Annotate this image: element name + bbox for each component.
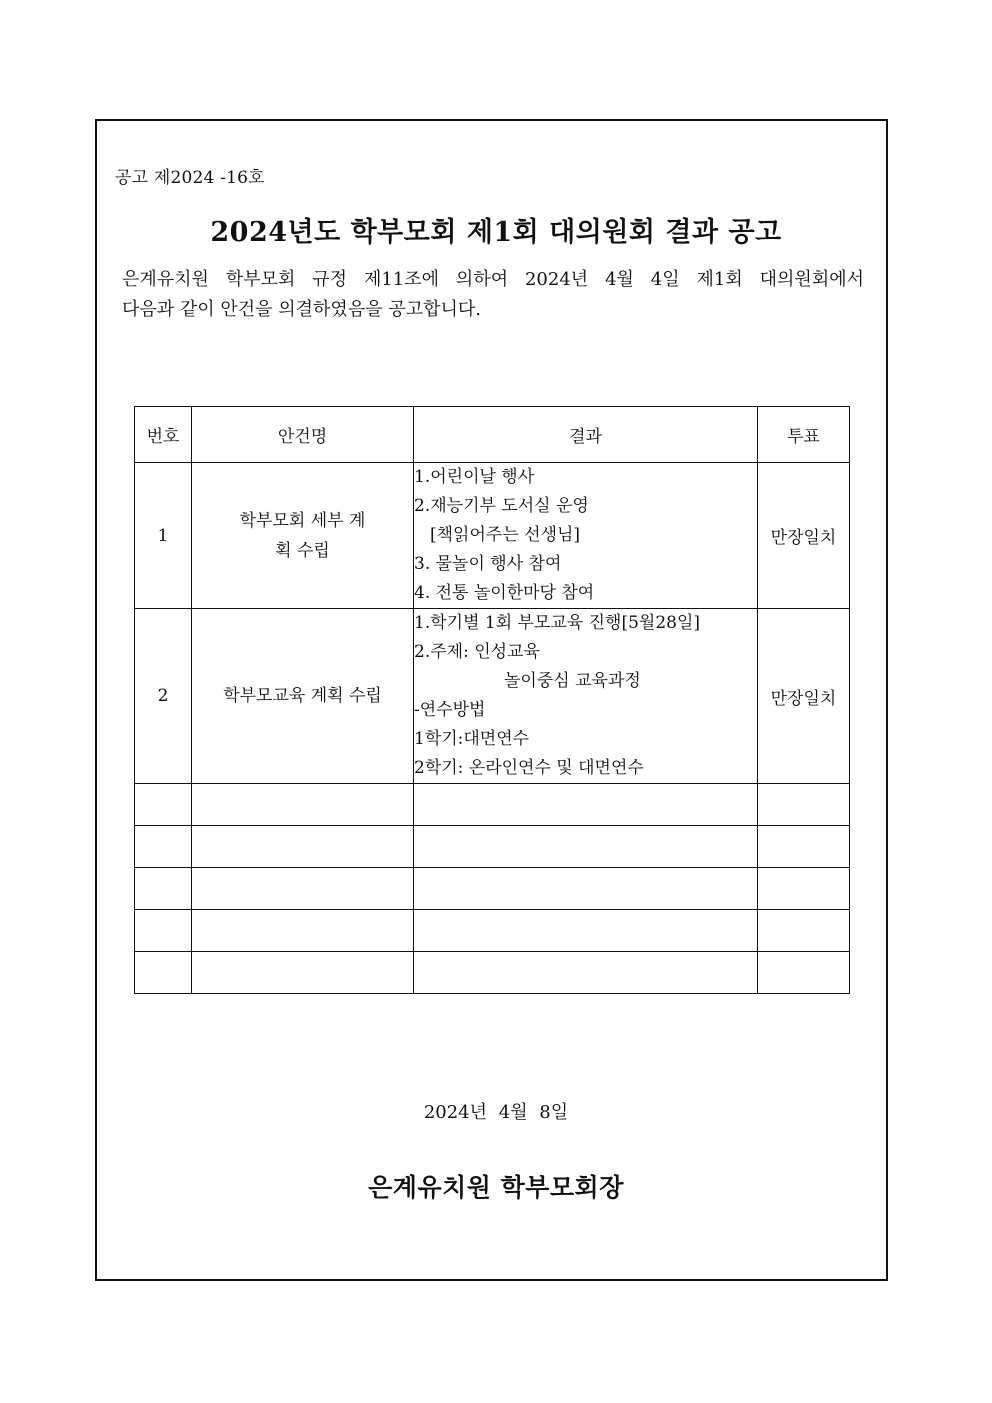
table-row-empty [135, 868, 850, 910]
result-line: 2.재능기부 도서실 운영 [414, 496, 589, 516]
announcement-date: 2024년 4월 8일 [423, 1102, 569, 1123]
row-number: 1 [135, 463, 192, 609]
row-agenda: 학부모교육 계획 수립 [192, 609, 414, 784]
agenda-line: 획 수립 [275, 540, 330, 561]
header-agenda: 안건명 [192, 407, 414, 463]
result-line: -연수방법 [414, 700, 486, 720]
result-line: 1.어린이날 행사 [414, 467, 535, 487]
result-line: 놀이중심 교육과정 [504, 671, 641, 691]
result-line: 2.주제: 인성교육 [414, 642, 540, 662]
result-line: [책읽어주는 선생님] [430, 525, 581, 545]
row-vote: 만장일치 [758, 463, 850, 609]
table-row-empty [135, 826, 850, 868]
header-vote: 투표 [758, 407, 850, 463]
result-line: 1.학기별 1회 부모교육 진행[5월28일] [414, 613, 701, 633]
table-header-row [135, 407, 850, 463]
agenda-table [134, 406, 850, 994]
result-line: 4. 전통 놀이한마당 참여 [414, 583, 595, 603]
row-result [414, 609, 758, 784]
result-line: 2학기: 온라인연수 및 대면연수 [414, 758, 644, 778]
header-result: 결과 [414, 407, 758, 463]
table-row [135, 609, 850, 784]
result-line: 1학기:대면연수 [414, 729, 530, 749]
header-number: 번호 [135, 407, 192, 463]
document-title: 2024년도 학부모회 제1회 대의원회 결과 공고 [210, 217, 782, 248]
row-agenda [192, 463, 414, 609]
row-number: 2 [135, 609, 192, 784]
table-row-empty [135, 952, 850, 994]
table-row-empty [135, 910, 850, 952]
intro-line-1: 은계유치원 학부모회 규정 제11조에 의하여 2024년 4월 4일 제1회 대의원회에서 [122, 269, 864, 290]
intro-line-2: 다음과 같이 안건을 의결하였음을 공고합니다. [122, 299, 481, 320]
table-row-empty [135, 784, 850, 826]
row-result [414, 463, 758, 609]
table-row [135, 463, 850, 609]
intro-paragraph [122, 265, 864, 325]
row-vote: 만장일치 [758, 609, 850, 784]
agenda-line: 학부모회 세부 계 [239, 510, 366, 531]
result-line: 3. 물놀이 행사 참여 [414, 554, 562, 574]
signer-name: 은계유치원 학부모회장 [368, 1173, 624, 1202]
notice-number: 공고 제2024 -16호 [115, 168, 265, 188]
